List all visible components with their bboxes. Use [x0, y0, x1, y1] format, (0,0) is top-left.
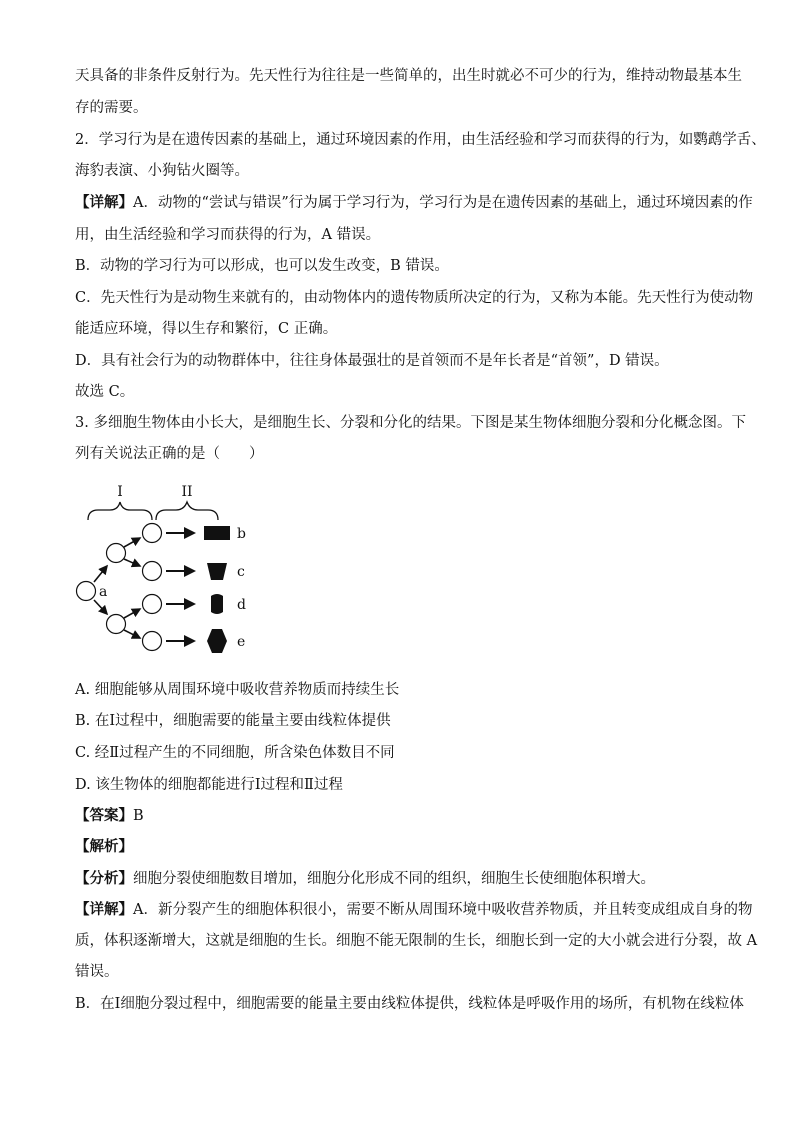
cell-e	[207, 629, 227, 653]
text-line: D．具有社会行为的动物群体中，往往身体最强壮的是首领而不是年长者是“首领”，D 错误。	[75, 353, 669, 369]
text-line: 海豹表演、小狗钻火圈等。	[75, 163, 249, 179]
label-c: c	[237, 564, 245, 580]
cell-c0	[143, 562, 162, 581]
cell-e0	[143, 632, 162, 651]
analysis-line: 【分析】细胞分裂使细胞数目增加，细胞分化形成不同的组织，细胞生长使细胞体积增大。	[75, 870, 655, 887]
answer-tag: 【答案】	[75, 807, 133, 824]
detail-tag: 【详解】	[75, 194, 133, 211]
text-line: 存的需要。	[75, 100, 148, 116]
option-b: B. 在Ⅰ过程中，细胞需要的能量主要由线粒体提供	[75, 713, 391, 729]
analysis-heading: 【解析】	[75, 838, 133, 855]
label-ii: II	[181, 484, 193, 500]
label-e: e	[237, 634, 246, 650]
answer-line: 【答案】B	[75, 807, 144, 824]
text-line: 2．学习行为是在遗传因素的基础上，通过环境因素的作用，由生活经验和学习而获得的行为，如鹦鹉学舌、	[75, 132, 766, 148]
cell-lower	[107, 615, 126, 634]
cell-b0	[143, 524, 162, 543]
cell-a	[77, 582, 96, 601]
cell-upper	[107, 544, 126, 563]
detail-line: 【详解】A．新分裂产生的细胞体积很小，需要不断从周围环境中吸收营养物质，并且转变成组成自身的物	[75, 901, 753, 918]
label-d: d	[237, 597, 246, 613]
cell-d	[211, 594, 223, 614]
label-a: a	[99, 584, 108, 600]
brace-i	[88, 502, 152, 520]
detail-tag: 【详解】	[75, 901, 133, 918]
text-line: B．在Ⅰ细胞分裂过程中，细胞需要的能量主要由线粒体提供，线粒体是呼吸作用的场所，有机物在线粒体	[75, 996, 744, 1012]
label-i: I	[117, 484, 123, 500]
text-line: 能适应环境，得以生存和繁衍，C 正确。	[75, 321, 338, 337]
text-line: B．动物的学习行为可以形成，也可以发生改变，B 错误。	[75, 258, 449, 274]
text-line: 天具备的非条件反射行为。先天性行为往往是一些简单的，出生时就必不可少的行为，维持动物最基本生	[75, 68, 742, 84]
text-line: 质，体积逐渐增大，这就是细胞的生长。细胞不能无限制的生长，细胞长到一定的大小就会进行分裂，故 A	[75, 933, 758, 949]
diagram-svg	[70, 478, 290, 663]
option-c: C. 经Ⅱ过程产生的不同细胞，所含染色体数目不同	[75, 745, 395, 761]
text-line: C．先天性行为是动物生来就有的，由动物体内的遗传物质所决定的行为，又称为本能。先天性行为使动物	[75, 290, 754, 306]
question-3-stem: 3. 多细胞生物体由小长大，是细胞生长、分裂和分化的结果。下图是某生物体细胞分裂和分化概念图。下	[75, 415, 746, 431]
text-line: 列有关说法正确的是（ ）	[75, 446, 264, 462]
text-line: 错误。	[75, 964, 119, 980]
brace-ii	[156, 502, 218, 520]
cell-c	[207, 563, 227, 580]
text-line: 【详解】A．动物的“尝试与错误”行为属于学习行为，学习行为是在遗传因素的基础上，通过环境因素的作	[75, 194, 753, 211]
cell-division-differentiation-diagram	[70, 478, 290, 663]
label-b: b	[237, 526, 246, 542]
text-line: 故选 C。	[75, 384, 135, 400]
analysis-tag: 【分析】	[75, 870, 133, 887]
option-a: A. 细胞能够从周围环境中吸收营养物质而持续生长	[75, 682, 400, 698]
text-line: 用，由生活经验和学习而获得的行为，A 错误。	[75, 227, 381, 243]
cell-b	[204, 526, 230, 540]
cell-d0	[143, 595, 162, 614]
option-d: D. 该生物体的细胞都能进行Ⅰ过程和Ⅱ过程	[75, 777, 343, 793]
